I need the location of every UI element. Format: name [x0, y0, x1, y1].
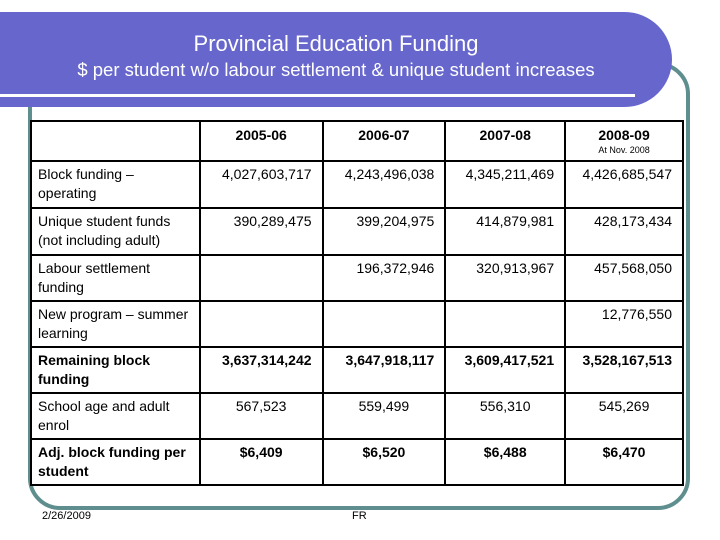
cell: 4,027,603,717 [200, 161, 323, 208]
cell [200, 301, 323, 347]
table-row [31, 161, 683, 208]
slide-title: Provincial Education Funding [193, 31, 479, 56]
cell: 3,647,918,117 [323, 347, 446, 393]
cell [445, 301, 565, 347]
cell: 4,345,211,469 [445, 161, 565, 208]
cell: 4,426,685,547 [565, 161, 683, 208]
cell: $6,409 [200, 439, 323, 485]
cell: 399,204,975 [323, 208, 446, 255]
cell: 12,776,550 [565, 301, 683, 347]
cell: 390,289,475 [200, 208, 323, 255]
cell: $6,470 [565, 439, 683, 485]
header-cell [31, 121, 200, 161]
header-cell: 2005-06 [200, 121, 323, 161]
row-label: Block funding – operating [31, 161, 200, 208]
cell: 414,879,981 [445, 208, 565, 255]
cell: 196,372,946 [323, 255, 446, 301]
header-row [31, 121, 683, 161]
header-cell [565, 121, 683, 161]
cell: 3,528,167,513 [565, 347, 683, 393]
row-label: New program – summer learning [31, 301, 200, 347]
cell [200, 255, 323, 301]
table-row [31, 439, 683, 485]
cell: 4,243,496,038 [323, 161, 446, 208]
table-row [31, 208, 683, 255]
cell: 3,637,314,242 [200, 347, 323, 393]
table-row [31, 393, 683, 439]
table-row [31, 347, 683, 393]
cell: 428,173,434 [565, 208, 683, 255]
cell: 556,310 [445, 393, 565, 439]
cell: 545,269 [565, 393, 683, 439]
cell: 567,523 [200, 393, 323, 439]
row-label: Adj. block funding per student [31, 439, 200, 485]
cell: $6,520 [323, 439, 446, 485]
cell [323, 301, 446, 347]
cell: 320,913,967 [445, 255, 565, 301]
header-cell: 2006-07 [323, 121, 446, 161]
cell: 3,609,417,521 [445, 347, 565, 393]
table-row [31, 301, 683, 347]
footer-date: 2/26/2009 [42, 510, 91, 522]
header-label: 2008-09 [598, 127, 650, 143]
footer-center: FR [352, 510, 367, 522]
row-label: Remaining block funding [31, 347, 200, 393]
cell: 457,568,050 [565, 255, 683, 301]
row-label: Labour settlement funding [31, 255, 200, 301]
row-label: Unique student funds (not including adult) [31, 208, 200, 255]
header-cell: 2007-08 [445, 121, 565, 161]
cell: 559,499 [323, 393, 446, 439]
header-note: At Nov. 2008 [598, 145, 650, 155]
title-banner [0, 12, 672, 107]
funding-table [30, 120, 684, 486]
row-label: School age and adult enrol [31, 393, 200, 439]
slide-subtitle: $ per student w/o labour settlement & unique student increases [77, 59, 595, 80]
table-row [31, 255, 683, 301]
divider [0, 94, 635, 97]
cell: $6,488 [445, 439, 565, 485]
